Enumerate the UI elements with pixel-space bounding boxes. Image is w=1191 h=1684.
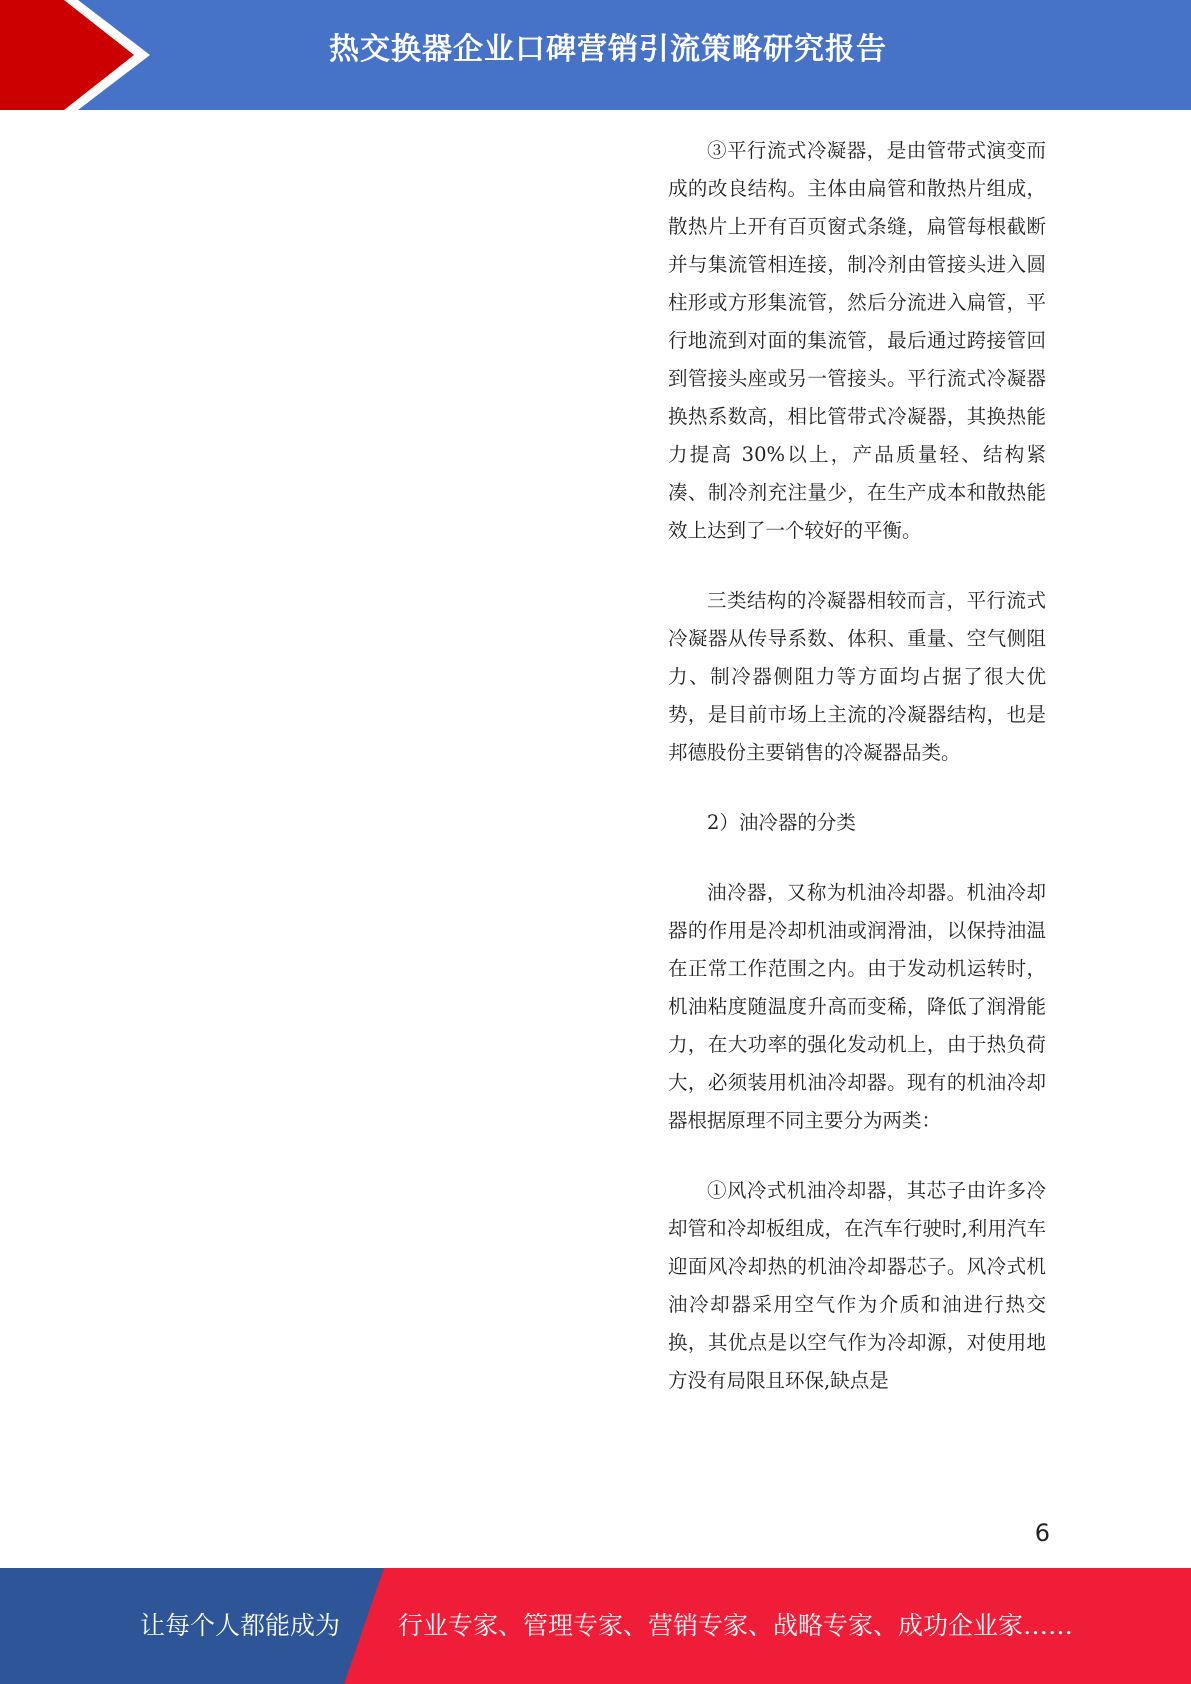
- body-text-column: [668, 132, 1046, 1432]
- paragraph-parallel-flow-condenser: ③平行流式冷凝器，是由管带式演变而成的改良结构。主体由扁管和散热片组成，散热片上开有百页窗式条缝，扁管每根截断并与集流管相连接，制冷剂由管接头进入圆柱形或方形集流管，然后分流进入扁管，平行地流到对面的集流管，最后通过跨接管回到管接头座或另一管接头。平行流式冷凝器换热系数高，相比管带式冷凝器，其换热能力提高 30%以上，产品质量轻、结构紧凑、制冷剂充注量少，在生产成本和散热能效上达到了一个较好的平衡。: [668, 139, 1046, 542]
- paragraph-condenser-comparison: 三类结构的冷凝器相较而言，平行流式冷凝器从传导系数、体积、重量、空气侧阻力、制冷器侧阻力等方面均占据了很大优势，是目前市场上主流的冷凝器结构，也是邦德股份主要销售的冷凝器品类。: [668, 589, 1046, 764]
- footer-slogan-right: 行业专家、管理专家、营销专家、战略专家、成功企业家……: [398, 1611, 1074, 1640]
- page-footer: [0, 1568, 1191, 1684]
- report-title: 热交换器企业口碑营销引流策略研究报告: [329, 32, 887, 67]
- page-header: [0, 0, 1191, 110]
- section-heading-oil-cooler: 2）油冷器的分类: [707, 811, 856, 834]
- page-number: 6: [1034, 1519, 1050, 1547]
- footer-slogan-left: 让每个人都能成为: [140, 1611, 341, 1640]
- paragraph-air-cooled-oil-cooler: ①风冷式机油冷却器，其芯子由许多冷却管和冷却板组成，在汽车行驶时,利用汽车迎面风冷却热的机油冷却器芯子。风冷式机油冷却器采用空气作为介质和油进行热交换，其优点是以空气作为冷却源，对使用地方没有局限且环保,缺点是: [668, 1179, 1046, 1392]
- paragraph-oil-cooler-intro: 油冷器，又称为机油冷却器。机油冷却器的作用是冷却机油或润滑油，以保持油温在正常工作范围之内。由于发动机运转时，机油粘度随温度升高而变稀，降低了润滑能力，在大功率的强化发动机上，由于热负荷大，必须装用机油冷却器。现有的机油冷却器根据原理不同主要分为两类：: [668, 881, 1046, 1132]
